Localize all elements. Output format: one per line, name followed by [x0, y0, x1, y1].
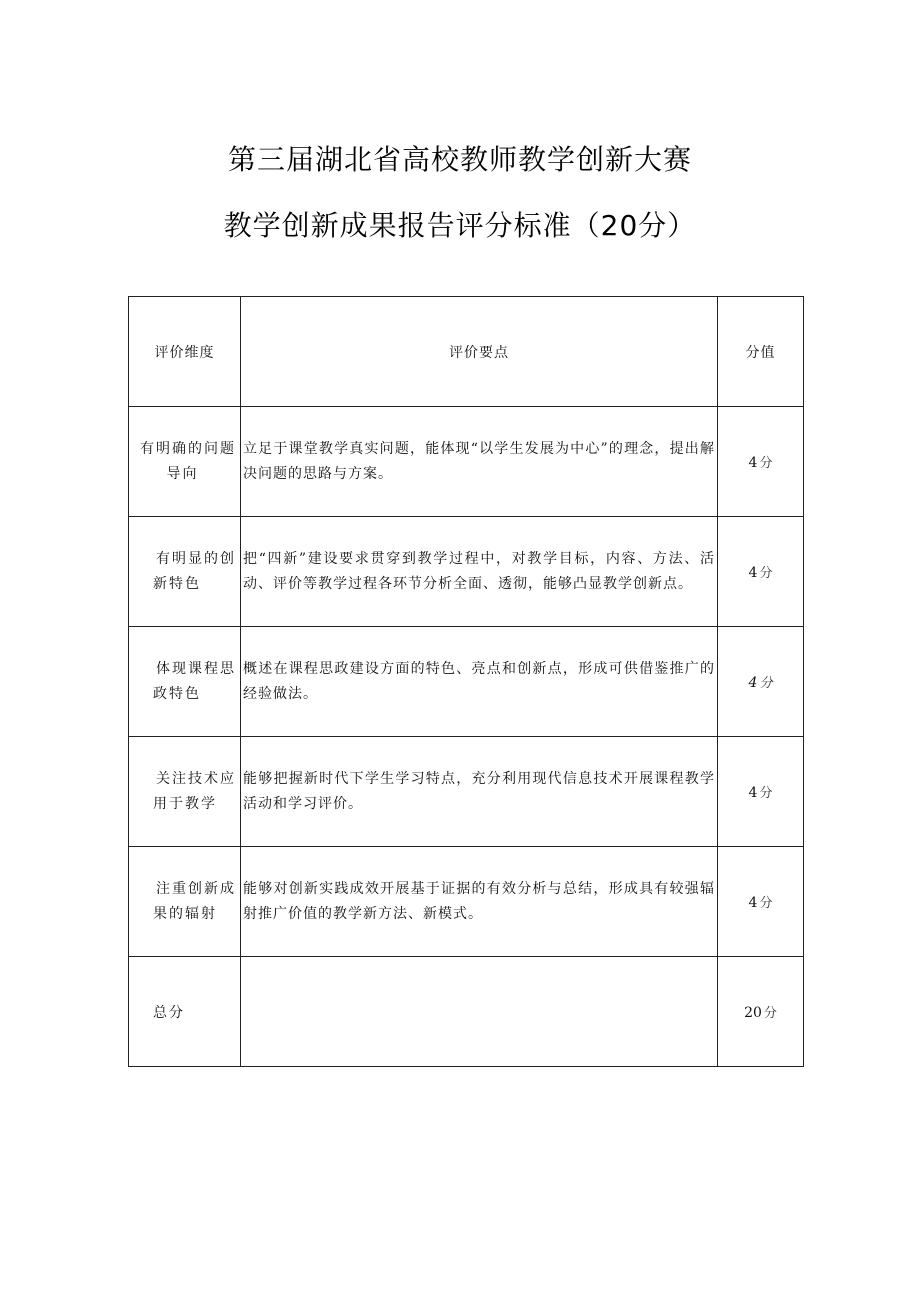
score-cell [718, 627, 804, 737]
dimension-text: 有明确的问题 [140, 440, 236, 457]
dimension-cell [129, 627, 241, 737]
dimension-cell [129, 847, 241, 957]
score-value: 4 [748, 455, 758, 471]
score-cell [718, 517, 804, 627]
score-value: 4 [748, 675, 758, 691]
dimension-text: 关注技术应 [156, 770, 236, 787]
dimension-text: 果的辐射 [153, 905, 217, 922]
key-points-cell: 能够把握新时代下学生学习特点，充分利用现代信息技术开展课程教学活动和学习评价。 [241, 737, 718, 847]
dimension-text: 政特色 [153, 685, 201, 702]
total-key-points-cell [241, 957, 718, 1067]
dimension-cell [129, 737, 241, 847]
score-value: 4 [748, 565, 758, 581]
dimension-cell [129, 407, 241, 517]
table-row [129, 517, 804, 627]
table-row [129, 407, 804, 517]
dimension-text: 注重创新成 [156, 880, 236, 897]
score-unit: 分 [759, 786, 773, 801]
score-cell [718, 847, 804, 957]
total-score-value: 20 [744, 1005, 762, 1021]
table-row [129, 627, 804, 737]
dimension-text: 新特色 [153, 575, 201, 592]
total-score-cell [718, 957, 804, 1067]
score-unit: 分 [759, 456, 773, 471]
header-key-points: 评价要点 [241, 297, 718, 407]
score-cell [718, 737, 804, 847]
key-points-cell: 能够对创新实践成效开展基于证据的有效分析与总结，形成具有较强辐射推广价值的教学新方法、新模式。 [241, 847, 718, 957]
score-cell [718, 407, 804, 517]
dimension-text: 有明显的创 [156, 550, 236, 567]
key-points-cell: 把“四新”建设要求贯穿到教学过程中，对教学目标，内容、方法、活动、评价等教学过程各环节分析全面、透彻，能够凸显教学创新点。 [241, 517, 718, 627]
dimension-text: 体现课程思 [156, 660, 236, 677]
score-value: 4 [748, 895, 758, 911]
score-value: 4 [748, 785, 758, 801]
header-dimension: 评价维度 [129, 297, 241, 407]
header-score: 分值 [718, 297, 804, 407]
key-points-cell: 概述在课程思政建设方面的特色、亮点和创新点，形成可供借鉴推广的经验做法。 [241, 627, 718, 737]
table-row [129, 737, 804, 847]
total-label: 总分 [129, 957, 241, 1067]
table-row [129, 847, 804, 957]
dimension-cell [129, 517, 241, 627]
table-total-row [129, 957, 804, 1067]
score-unit: 分 [759, 676, 773, 691]
key-points-cell: 立足于课堂教学真实问题，能体现“以学生发展为中心”的理念，提出解决问题的思路与方案。 [241, 407, 718, 517]
scoring-table [128, 296, 804, 1067]
table-header-row [129, 297, 804, 407]
document-title: 第三届湖北省高校教师教学创新大赛 [227, 143, 692, 176]
document-subtitle: 教学创新成果报告评分标准（20分） [223, 209, 697, 242]
dimension-text: 导向 [166, 465, 199, 482]
dimension-text: 用于教学 [153, 795, 217, 812]
score-unit: 分 [759, 896, 773, 911]
score-unit: 分 [759, 566, 773, 581]
score-unit: 分 [763, 1006, 777, 1021]
